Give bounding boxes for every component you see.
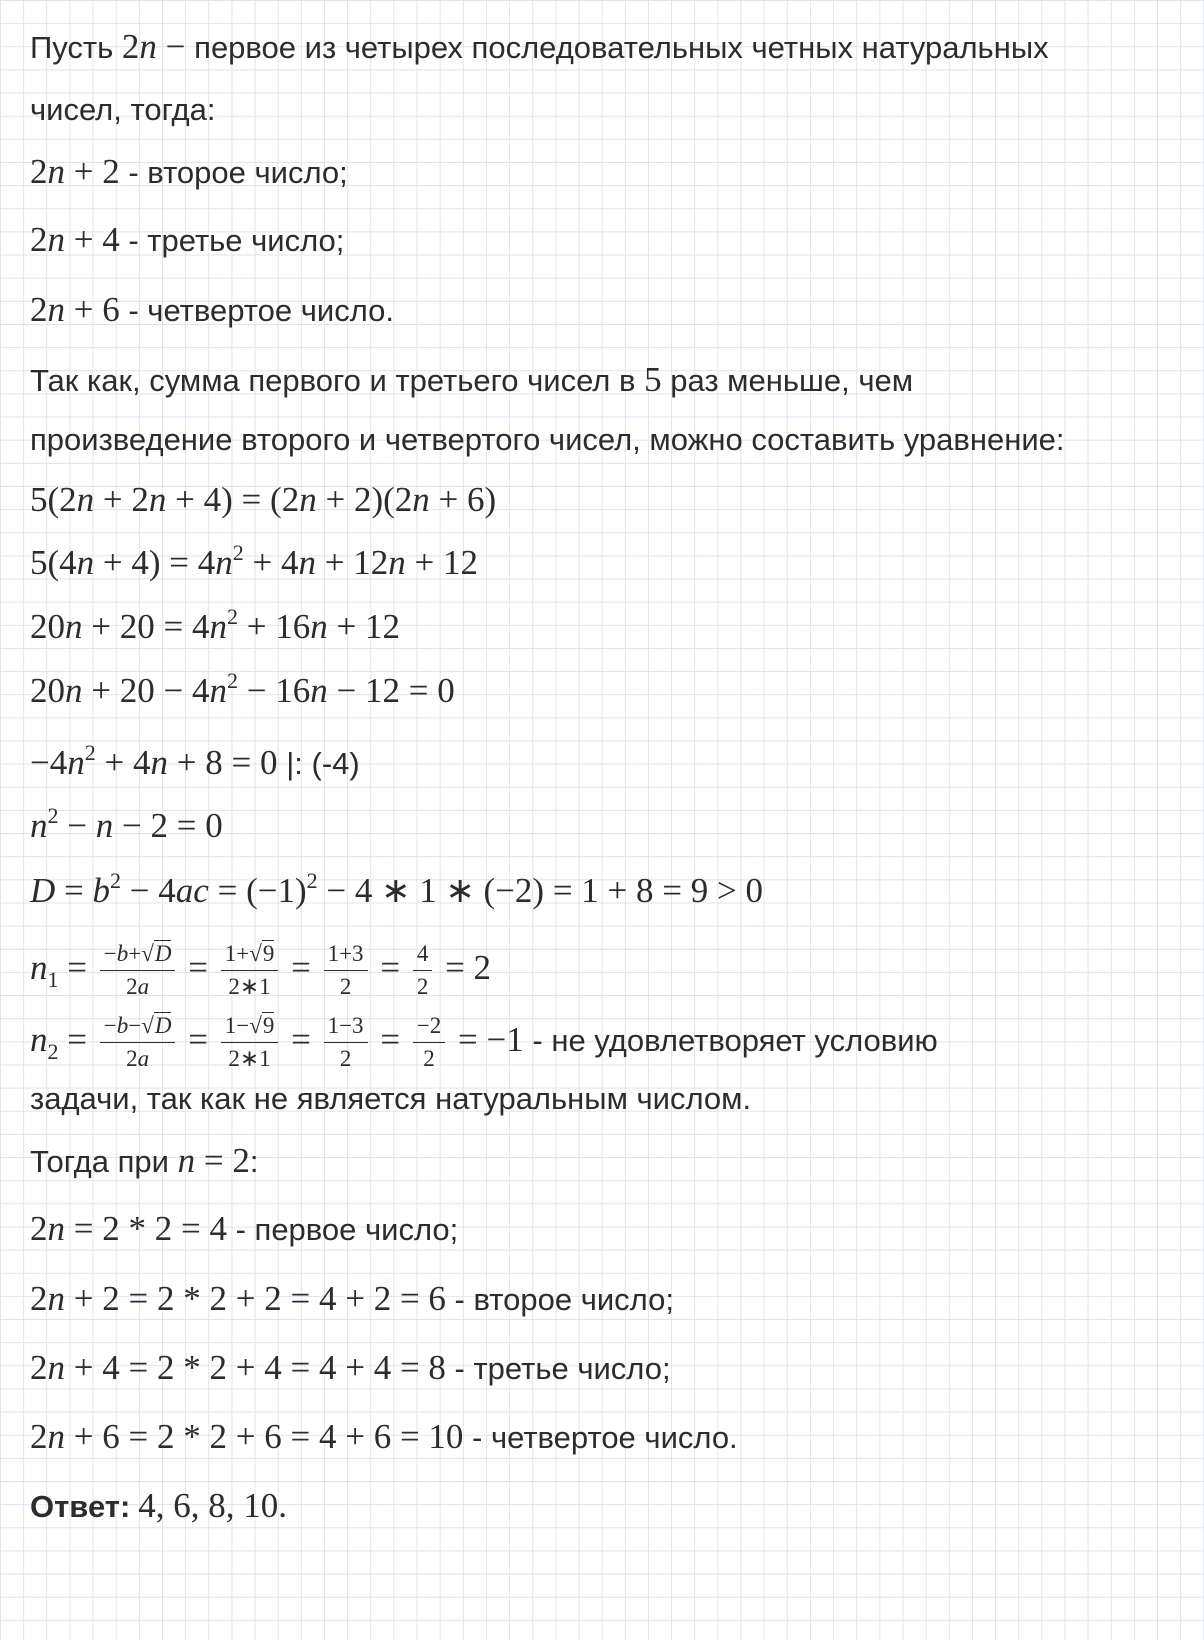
math-expr: n = 2 [177, 1141, 250, 1180]
text: - четвертое число. [463, 1420, 738, 1455]
math-2n-dash: 2n − [121, 27, 195, 66]
number-def-2 [30, 152, 348, 193]
equation-6: $n^2 - n - 2 = 0$ [30, 803, 223, 845]
text: - первое число; [226, 1212, 459, 1247]
text: - четвертое число. [119, 293, 394, 328]
number-def-4 [30, 290, 394, 331]
equation-4: $20n + 20 - 4n^2 - 16n - 12 = 0$ [30, 668, 455, 710]
text: - не удовлетворяет условию [523, 1023, 938, 1058]
result-line-2 [30, 1279, 674, 1320]
answer-value: 4, 6, 8, 10. [138, 1486, 288, 1525]
colon: : [249, 1144, 259, 1179]
math-number: 5 [644, 360, 662, 399]
condition-line-1 [30, 360, 913, 401]
text: - третье число; [445, 1351, 671, 1386]
text: Пусть [30, 30, 122, 65]
root-n2-note: задачи, так как не является натуральным числом. [30, 1081, 752, 1116]
math-expr: 2n + 2 [30, 152, 120, 191]
fraction: $\frac{-2}{2}$ [413, 1012, 445, 1073]
equation-2: $5(4n + 4) = 4n^2 + 4n + 12n + 12$ [30, 540, 479, 582]
answer [30, 1486, 287, 1527]
root-n2 [30, 1010, 938, 1073]
text: - второе число; [445, 1282, 674, 1317]
condition-line-2: произведение второго и четвертого чисел, можно составить уравнение: [30, 422, 1065, 457]
answer-label: Ответ: [30, 1489, 131, 1524]
fraction: $\frac{-b-√D}{2a}$ [100, 1012, 176, 1073]
text: - третье число; [119, 223, 345, 258]
math-expr: 2n = 2 * 2 = 4 [30, 1209, 227, 1248]
equation-1: 5(2n + 2n + 4) = (2n + 2)(2n + 6) [30, 480, 497, 519]
root-n1: $n_1$ = $\frac{-b+√D}{2a}$ = $\frac{1+√9}{2∗1}$ = $\frac{1+3}{2}$ = $\frac{4}{2}$ = 2 [30, 941, 492, 1000]
equation-5: $-4n^2 + 4n + 8 = 0$ |: (-4) [30, 740, 360, 782]
intro-line-1 [30, 27, 1049, 68]
text: Тогда при [30, 1144, 178, 1179]
math-expr: 2n + 4 [30, 220, 120, 259]
fraction: $\frac{1+3}{2}$ [324, 940, 368, 1001]
fraction: $\frac{4}{2}$ [413, 940, 433, 1001]
text: Так как, сумма первого и третьего чисел в [30, 363, 645, 398]
fraction: $\frac{1-√9}{2∗1}$ [221, 1012, 279, 1073]
math-expr: 2n + 6 [30, 290, 120, 329]
fraction: $\frac{-b+√D}{2a}$ [100, 940, 176, 1001]
math-expr: $n_2$ = $\frac{-b-√D}{2a}$ = $\frac{1-√9}{2∗1}$ = $\frac{1-3}{2}$ = $\frac{-2}{2}$ = −1 [30, 1013, 524, 1072]
equation-3: $20n + 20 = 4n^2 + 16n + 12$ [30, 604, 400, 646]
math-expr: 2n + 2 = 2 * 2 + 2 = 4 + 2 = 6 [30, 1279, 446, 1318]
result-line-4 [30, 1417, 738, 1458]
then-line [30, 1141, 258, 1182]
text: раз меньше, чем [661, 363, 914, 398]
result-line-1 [30, 1209, 458, 1250]
text: первое из четырех последовательных четных натуральных [194, 30, 1049, 65]
discriminant: $D = b^2 - 4ac = (-1)^2 - 4$ ∗ 1 ∗ (−2) = 1 + 8 = 9 > 0 [30, 868, 764, 910]
fraction: $\frac{1-3}{2}$ [324, 1012, 368, 1073]
intro-line-2: чисел, тогда: [30, 92, 216, 127]
number-def-3 [30, 220, 344, 261]
math-expr: 2n + 6 = 2 * 2 + 6 = 4 + 6 = 10 [30, 1417, 464, 1456]
fraction: $\frac{1+√9}{2∗1}$ [221, 940, 279, 1001]
result-line-3 [30, 1348, 671, 1389]
math-expr: 2n + 4 = 2 * 2 + 4 = 4 + 4 = 8 [30, 1348, 446, 1387]
text: - второе число; [119, 155, 348, 190]
